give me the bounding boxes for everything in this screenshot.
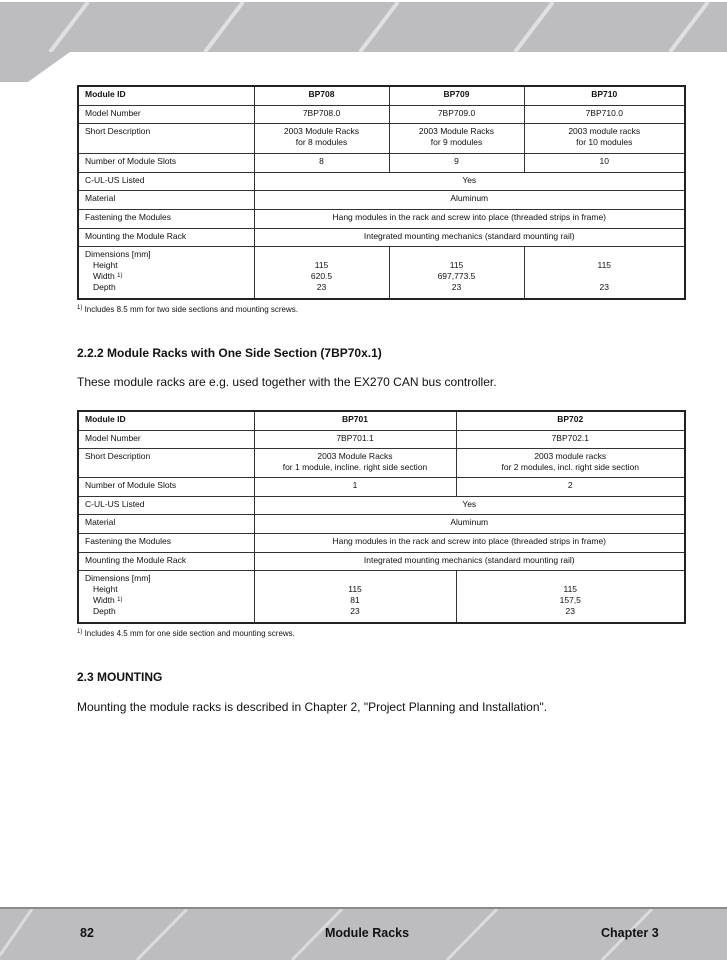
spec-table-bp701-702 — [77, 410, 686, 624]
row-label: Fastening the Modules — [78, 533, 254, 552]
row-label: Fastening the Modules — [78, 209, 254, 228]
cell — [254, 570, 456, 623]
cell: 2 — [456, 477, 685, 496]
cell-line: 23 — [599, 281, 609, 292]
cell-line: 2003 Module Racks — [317, 450, 393, 461]
row-label: Short Description — [78, 123, 254, 153]
cell: 8 — [254, 153, 389, 172]
footnote-text: Includes 4.5 mm for one side section and mounting screws. — [84, 629, 295, 638]
header-cell: Module ID — [78, 86, 254, 105]
section-heading: 2.3 MOUNTING — [77, 670, 163, 684]
dims-width-label: Width — [93, 594, 115, 605]
section-heading: 2.2.2 Module Racks with One Side Section (7BP70x.1) — [77, 346, 382, 360]
cell: Integrated mounting mechanics (standard mounting rail) — [254, 552, 685, 570]
cell-line: for 1 module, incline. right side section — [282, 461, 428, 472]
cell-line: 23 — [316, 281, 327, 292]
row-label: Mounting the Module Rack — [78, 228, 254, 246]
cell-line: 2003 Module Racks — [283, 125, 360, 136]
cell: Yes — [254, 496, 685, 514]
cell-line: 697,773.5 — [437, 270, 476, 281]
cell-line: for 8 modules — [295, 136, 348, 147]
header-cell: Module ID — [78, 411, 254, 430]
cell-line: 23 — [350, 605, 360, 616]
cell-line: 115 — [348, 583, 362, 594]
cell: Aluminum — [254, 514, 685, 533]
footnote-ref: 1) — [117, 596, 123, 603]
cell-line: for 10 modules — [576, 136, 633, 147]
cell: Integrated mounting mechanics (standard mounting rail) — [254, 228, 685, 246]
header-corner — [0, 52, 70, 82]
paragraph: These module racks are e.g. used together with the EX270 CAN bus controller. — [77, 375, 497, 389]
row-label: Model Number — [78, 430, 254, 448]
cell: 7BP702.1 — [456, 430, 685, 448]
footer-chapter: Chapter 3 — [601, 926, 659, 940]
cell-line: 23 — [451, 281, 462, 292]
cell-line: 115 — [449, 259, 464, 270]
cell-line: 115 — [563, 583, 578, 594]
cell: Hang modules in the rack and screw into place (threaded strips in frame) — [254, 533, 685, 552]
spec-table-bp708-710 — [77, 85, 686, 300]
dims-label: Dimensions [mm] — [85, 248, 151, 259]
row-label — [78, 570, 254, 623]
cell — [456, 448, 685, 477]
cell-line: 23 — [565, 605, 575, 616]
dims-label: Dimensions [mm] — [85, 572, 151, 583]
dims-width-label: Width — [93, 270, 115, 281]
cell-line: 620.5 — [310, 270, 333, 281]
cell — [254, 448, 456, 477]
cell-line: 2003 Module Racks — [418, 125, 495, 136]
row-label: Material — [78, 514, 254, 533]
row-label: C-UL-US Listed — [78, 172, 254, 190]
cell — [254, 123, 389, 153]
cell — [456, 570, 685, 623]
footnote-mark: 1) — [77, 305, 83, 311]
row-label: Number of Module Slots — [78, 153, 254, 172]
cell — [254, 246, 389, 299]
cell: 10 — [524, 153, 685, 172]
row-label: Model Number — [78, 105, 254, 123]
cell — [524, 246, 685, 299]
paragraph: Mounting the module racks is described in Chapter 2, "Project Planning and Installation". — [77, 700, 548, 714]
cell: 9 — [389, 153, 524, 172]
cell-line: for 9 modules — [430, 136, 483, 147]
dims-depth: Depth — [93, 281, 116, 292]
cell: 1 — [254, 477, 456, 496]
cell-line: 115 — [597, 259, 612, 270]
cell: 7BP708.0 — [254, 105, 389, 123]
dims-width — [85, 595, 248, 606]
header-cell: BP702 — [456, 411, 685, 430]
footnote-mark: 1) — [77, 629, 83, 635]
footer-title: Module Racks — [325, 926, 410, 940]
cell: 7BP701.1 — [254, 430, 456, 448]
cell: 7BP709.0 — [389, 105, 524, 123]
footnote — [77, 305, 298, 314]
dims-height: Height — [93, 259, 118, 270]
row-label: C-UL-US Listed — [78, 496, 254, 514]
footnote — [77, 629, 295, 638]
dims-width — [85, 271, 248, 282]
cell-line: 81 — [350, 594, 360, 605]
row-label: Short Description — [78, 448, 254, 477]
footnote-text: Includes 8.5 mm for two side sections and mounting screws. — [84, 305, 299, 314]
dims-depth: Depth — [93, 605, 116, 616]
cell-line: 2003 module racks — [534, 450, 607, 461]
cell: 7BP710.0 — [524, 105, 685, 123]
row-label — [78, 246, 254, 299]
footnote-ref: 1) — [117, 272, 123, 279]
row-label: Material — [78, 190, 254, 209]
cell-line: for 2 modules, incl. right side section — [501, 461, 639, 472]
header-band — [0, 2, 727, 52]
row-label: Number of Module Slots — [78, 477, 254, 496]
page-number: 82 — [80, 926, 94, 940]
cell: Yes — [254, 172, 685, 190]
row-label: Mounting the Module Rack — [78, 552, 254, 570]
cell: Hang modules in the rack and screw into place (threaded strips in frame) — [254, 209, 685, 228]
header-cell: BP701 — [254, 411, 456, 430]
header-cell: BP710 — [524, 86, 685, 105]
cell: Aluminum — [254, 190, 685, 209]
cell — [524, 123, 685, 153]
cell-line: 115 — [314, 259, 329, 270]
header-cell: BP708 — [254, 86, 389, 105]
cell — [389, 246, 524, 299]
cell-line: 2003 module racks — [568, 125, 641, 136]
cell — [389, 123, 524, 153]
cell-line: 157,5 — [559, 594, 581, 605]
dims-height: Height — [93, 583, 118, 594]
header-cell: BP709 — [389, 86, 524, 105]
